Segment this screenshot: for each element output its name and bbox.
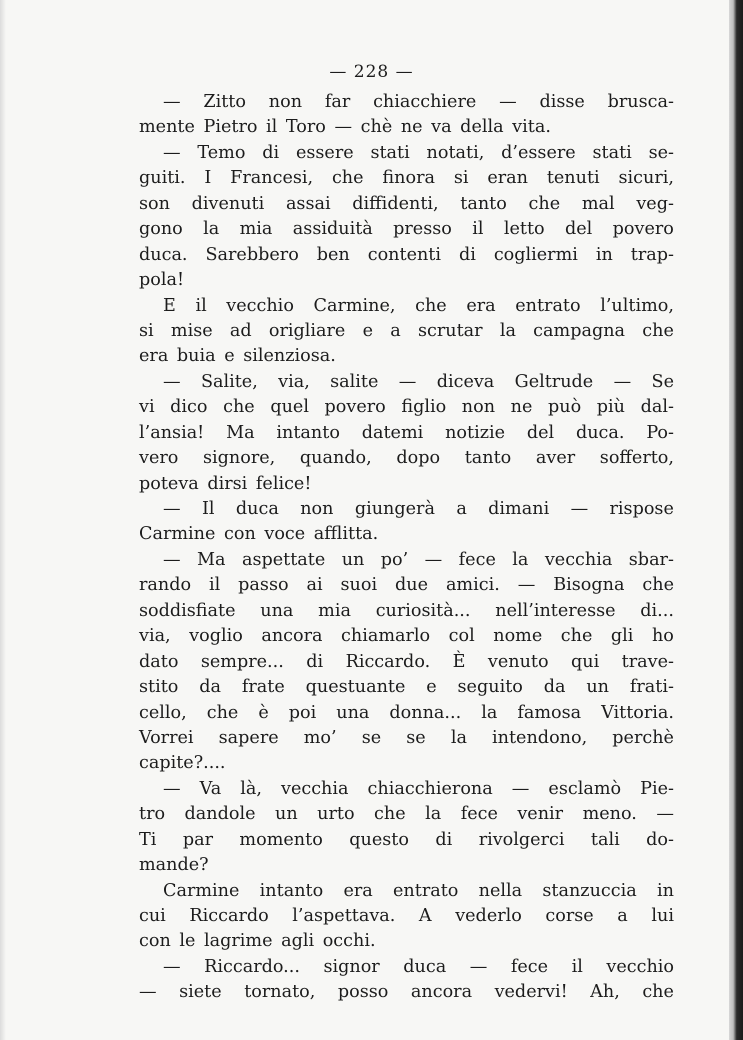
text-line — [139, 446, 674, 471]
word: siete — [179, 982, 222, 1003]
word: è — [258, 702, 269, 723]
word: contenti — [367, 244, 442, 265]
word: salite — [330, 371, 379, 392]
word: vecchio — [606, 956, 674, 977]
word: famosa — [517, 702, 582, 723]
word: mia — [318, 600, 351, 621]
word: È — [452, 651, 466, 672]
word: il — [209, 575, 221, 596]
text-line — [139, 243, 674, 268]
word: e — [362, 320, 374, 341]
word: intendono, — [492, 727, 588, 748]
word: a — [390, 320, 401, 341]
word: presso — [393, 219, 452, 240]
word: in — [656, 880, 674, 901]
word: un — [275, 804, 298, 825]
word: — — [163, 778, 181, 799]
word: — — [163, 549, 181, 570]
word: a — [456, 499, 467, 519]
word: il — [195, 295, 207, 316]
text-line — [139, 904, 674, 929]
word: — — [656, 804, 674, 825]
word: dato — [139, 651, 179, 672]
word: fece — [510, 956, 549, 977]
word: gono — [139, 219, 183, 240]
text-line: capite?.... — [139, 753, 226, 774]
word: tanto — [464, 448, 512, 469]
word: Ti — [139, 829, 157, 850]
word: duca. — [139, 244, 188, 265]
word: stati — [370, 142, 410, 163]
text-line: mente Pietro il Toro — chè ne va della vita. — [139, 117, 551, 138]
word: da — [199, 677, 222, 698]
word: non — [461, 397, 496, 418]
text-line: con le lagrime agli occhi. — [139, 931, 376, 952]
word: figlio — [401, 397, 447, 418]
word: il — [571, 956, 583, 977]
word: duca. — [575, 422, 625, 443]
word: venuto — [487, 651, 549, 672]
word: notizie — [445, 422, 506, 443]
word: questo — [349, 829, 409, 850]
word: mal — [581, 193, 615, 214]
word: che — [642, 982, 674, 1003]
word: — — [570, 499, 589, 519]
word: Po- — [646, 422, 674, 443]
text-line — [139, 141, 674, 166]
word: vero — [139, 448, 179, 469]
word: par — [182, 829, 213, 850]
word: vecchia — [544, 549, 613, 570]
word: esclamò — [548, 778, 622, 799]
word: Vittoria. — [601, 702, 674, 723]
text-line — [139, 777, 674, 802]
word: gli — [610, 626, 634, 647]
word: quando, — [299, 448, 372, 469]
word: son — [139, 193, 170, 214]
word: stati — [592, 142, 632, 163]
word: chiacchierona — [367, 778, 493, 799]
word: Francesi, — [230, 168, 314, 189]
word: tenuti — [546, 168, 600, 189]
word: Pie- — [640, 778, 674, 799]
word: se — [361, 727, 382, 748]
word: di... — [640, 600, 674, 621]
word: chiacchiere — [373, 92, 477, 112]
text-line — [139, 421, 674, 446]
word: diceva — [436, 371, 495, 392]
word: col — [448, 626, 475, 647]
word: che — [642, 575, 674, 596]
text-line — [139, 217, 674, 242]
word: e — [426, 677, 437, 698]
word: che — [642, 320, 674, 341]
word: là, — [240, 778, 262, 799]
word: finora — [382, 168, 435, 189]
word: — — [163, 92, 181, 112]
word: sofferto, — [599, 448, 674, 469]
word: entrato — [515, 295, 581, 316]
word: di — [262, 142, 280, 163]
word: intanto — [259, 880, 324, 901]
word: urto — [317, 804, 355, 825]
word: vecchio — [226, 295, 294, 316]
word: veg- — [636, 193, 674, 214]
text-line — [139, 828, 674, 853]
word: signor — [323, 956, 380, 977]
word: Geltrude — [514, 371, 594, 392]
word: Zitto — [203, 92, 246, 112]
word: passo — [238, 575, 289, 596]
word: far — [324, 92, 351, 112]
word: via, — [139, 626, 171, 647]
word: l’ansia! — [139, 422, 205, 443]
word: ne — [510, 397, 533, 418]
word: tanto — [460, 193, 507, 214]
text-line: mande? — [139, 855, 209, 876]
word: sapere — [218, 727, 279, 748]
text-line — [139, 90, 674, 115]
word: non — [268, 92, 303, 112]
word: la — [512, 549, 529, 570]
word: di — [435, 829, 453, 850]
word: vedervi! — [494, 982, 568, 1003]
word: a — [617, 906, 628, 926]
word: Il — [201, 499, 215, 519]
word: — — [517, 575, 536, 596]
word: rispose — [609, 499, 674, 519]
word: via, — [278, 371, 310, 392]
word: ad — [229, 320, 252, 341]
word: — — [511, 778, 530, 799]
word: — — [163, 371, 181, 392]
word: aver — [535, 448, 576, 469]
word: l’ultimo, — [600, 295, 674, 316]
word: che — [374, 804, 406, 825]
word: lui — [651, 906, 674, 926]
word: Salite, — [200, 371, 258, 392]
word: due — [395, 575, 429, 596]
word: una — [260, 600, 294, 621]
word: fece — [458, 549, 496, 570]
text-line — [139, 726, 674, 751]
word: rivolgerci — [478, 829, 565, 850]
word: tro — [139, 804, 166, 825]
word: tali — [590, 829, 620, 850]
word: duca — [403, 956, 447, 977]
word: I — [204, 168, 212, 189]
word: ancora — [261, 626, 323, 647]
word: notati, — [426, 142, 485, 163]
word: momento — [239, 829, 323, 850]
word: di — [306, 651, 324, 672]
word: donna... — [389, 702, 462, 723]
word: mia — [239, 219, 273, 240]
word: nella — [478, 880, 523, 901]
word: suoi — [340, 575, 378, 596]
word: povero — [324, 397, 386, 418]
text-line — [139, 980, 674, 1005]
word: di — [458, 244, 476, 265]
word: corse — [545, 906, 594, 926]
word: — — [499, 92, 517, 112]
word: del — [565, 219, 593, 240]
word: — — [469, 956, 488, 977]
word: — — [613, 371, 632, 392]
word: la — [450, 727, 467, 748]
word: giungerà — [354, 499, 435, 519]
word: origliare — [268, 320, 346, 341]
word: do- — [646, 829, 674, 850]
word: se- — [648, 142, 674, 163]
word: ho — [651, 626, 674, 647]
word: A — [418, 906, 432, 926]
word: po’ — [380, 549, 409, 570]
word: Riccardo. — [345, 651, 431, 672]
word: brusca- — [607, 92, 674, 112]
word: sbar- — [628, 549, 674, 570]
body-text — [139, 90, 674, 1006]
word: letto — [503, 219, 545, 240]
word: più — [596, 397, 626, 418]
word: signore, — [202, 448, 276, 469]
word: che — [415, 295, 447, 316]
word: il — [472, 219, 484, 240]
word: entrato — [393, 880, 459, 901]
word: cui — [139, 906, 166, 926]
word: mise — [170, 320, 213, 341]
word: dico — [170, 397, 208, 418]
text-line — [139, 599, 674, 624]
word: che — [206, 702, 239, 723]
text-line: poteva dirsi felice! — [139, 473, 312, 494]
text-line — [139, 395, 674, 420]
word: stito — [139, 677, 179, 698]
word: un — [341, 549, 365, 570]
word: Temo — [197, 142, 246, 163]
word: una — [336, 702, 370, 723]
word: Carmine, — [313, 295, 396, 316]
text-line: Carmine con voce afflitta. — [139, 524, 379, 545]
word: Ma — [226, 422, 255, 443]
word: datemi — [361, 422, 424, 443]
word: trave- — [621, 651, 674, 672]
word: assiduità — [292, 219, 373, 240]
text-line — [139, 166, 674, 191]
word: ben — [316, 244, 350, 265]
text-line — [139, 675, 674, 700]
word: posso — [337, 982, 389, 1003]
word: che — [331, 168, 364, 189]
word: vecchia — [281, 778, 349, 799]
word: Ma — [197, 549, 226, 570]
word: la — [499, 320, 516, 341]
word: fece — [460, 804, 498, 825]
word: — — [163, 142, 181, 163]
text-line — [139, 294, 674, 319]
word: diffidenti, — [352, 193, 439, 214]
word: divenuti — [191, 193, 265, 214]
word: Se — [651, 371, 674, 392]
word: frati- — [629, 677, 674, 698]
word: Va — [199, 778, 222, 799]
word: — — [398, 371, 417, 392]
word: — — [424, 549, 443, 570]
word: — — [163, 956, 181, 977]
word: meno. — [582, 804, 637, 825]
page-binding-edge — [729, 0, 743, 1040]
word: curiosità... — [375, 600, 471, 621]
word: aspettate — [241, 549, 326, 570]
word: chiamarlo — [341, 626, 431, 647]
word: dal- — [640, 397, 674, 418]
word: eran — [487, 168, 528, 189]
word: frate — [241, 677, 285, 698]
text-line: pola! — [139, 270, 185, 291]
word: quel — [270, 397, 309, 418]
word: che — [223, 397, 255, 418]
word: era — [343, 880, 373, 901]
word: questuante — [305, 677, 406, 698]
text-line — [139, 802, 674, 827]
word: l’aspettava. — [292, 906, 396, 926]
text-line — [139, 192, 674, 217]
word: sicuri, — [618, 168, 674, 189]
text-line — [139, 548, 674, 573]
word: sempre... — [200, 651, 284, 672]
word: essere — [295, 142, 354, 163]
word: scrutar — [417, 320, 483, 341]
word: duca — [235, 499, 279, 519]
word: non — [300, 499, 334, 519]
word: venir — [517, 804, 564, 825]
word: ancora — [410, 982, 473, 1003]
word: in — [595, 244, 613, 265]
word: voglio — [189, 626, 243, 647]
text-line — [139, 701, 674, 726]
word: del — [526, 422, 555, 443]
word: si — [139, 320, 154, 341]
word: può — [548, 397, 582, 418]
word: mo’ — [303, 727, 337, 748]
word: da — [543, 677, 566, 698]
word: rando — [139, 575, 192, 596]
text-line: era buia e silenziosa. — [139, 346, 336, 367]
word: cogliermi — [493, 244, 578, 265]
word: — — [139, 982, 157, 1003]
word: dandole — [184, 804, 256, 825]
word: si — [453, 168, 469, 189]
word: stanzuccia — [542, 880, 637, 901]
page-left-edge — [0, 0, 6, 1040]
word: la — [203, 219, 220, 240]
word: era — [466, 295, 496, 316]
word: che — [528, 193, 561, 214]
word: campagna — [533, 320, 626, 341]
word: nome — [493, 626, 543, 647]
word: assai — [285, 193, 331, 214]
word: soddisfiate — [139, 600, 236, 621]
word: guiti. — [139, 168, 186, 189]
text-line — [139, 573, 674, 598]
word: nell’interesse — [495, 600, 616, 621]
word: Carmine — [163, 880, 240, 901]
word: Vorrei — [139, 727, 194, 748]
page-number: — 228 — — [329, 62, 414, 82]
text-line — [139, 319, 674, 344]
word: Bisogna — [553, 575, 625, 596]
text-line — [139, 955, 674, 980]
word: perchè — [612, 727, 674, 748]
word: intanto — [276, 422, 340, 443]
word: Ah, — [590, 982, 620, 1003]
word: tornato, — [244, 982, 316, 1003]
word: ai — [306, 575, 323, 596]
word: vi — [139, 397, 155, 418]
text-line — [139, 624, 674, 649]
word: trap- — [630, 244, 674, 265]
text-line — [139, 370, 674, 395]
word: disse — [539, 92, 585, 112]
word: Sarebbero — [205, 244, 299, 265]
word: vederlo — [455, 906, 522, 926]
word: un — [586, 677, 610, 698]
word: d’essere — [501, 142, 576, 163]
word: poi — [288, 702, 317, 723]
word: qui — [571, 651, 600, 672]
word: amici. — [445, 575, 500, 596]
word: cello, — [139, 702, 187, 723]
word: che — [560, 626, 593, 647]
word: seguito — [457, 677, 523, 698]
text-line — [139, 879, 674, 904]
text-line — [139, 650, 674, 675]
word: se — [406, 727, 426, 748]
text-line — [139, 497, 674, 522]
word: dopo — [396, 448, 441, 469]
word: E — [163, 295, 176, 316]
word: Riccardo... — [204, 956, 300, 977]
word: la — [425, 804, 442, 825]
word: la — [481, 702, 498, 723]
word: — — [163, 499, 181, 519]
word: dimani — [488, 499, 550, 519]
word: Riccardo — [189, 906, 269, 926]
word: povero — [612, 219, 674, 240]
